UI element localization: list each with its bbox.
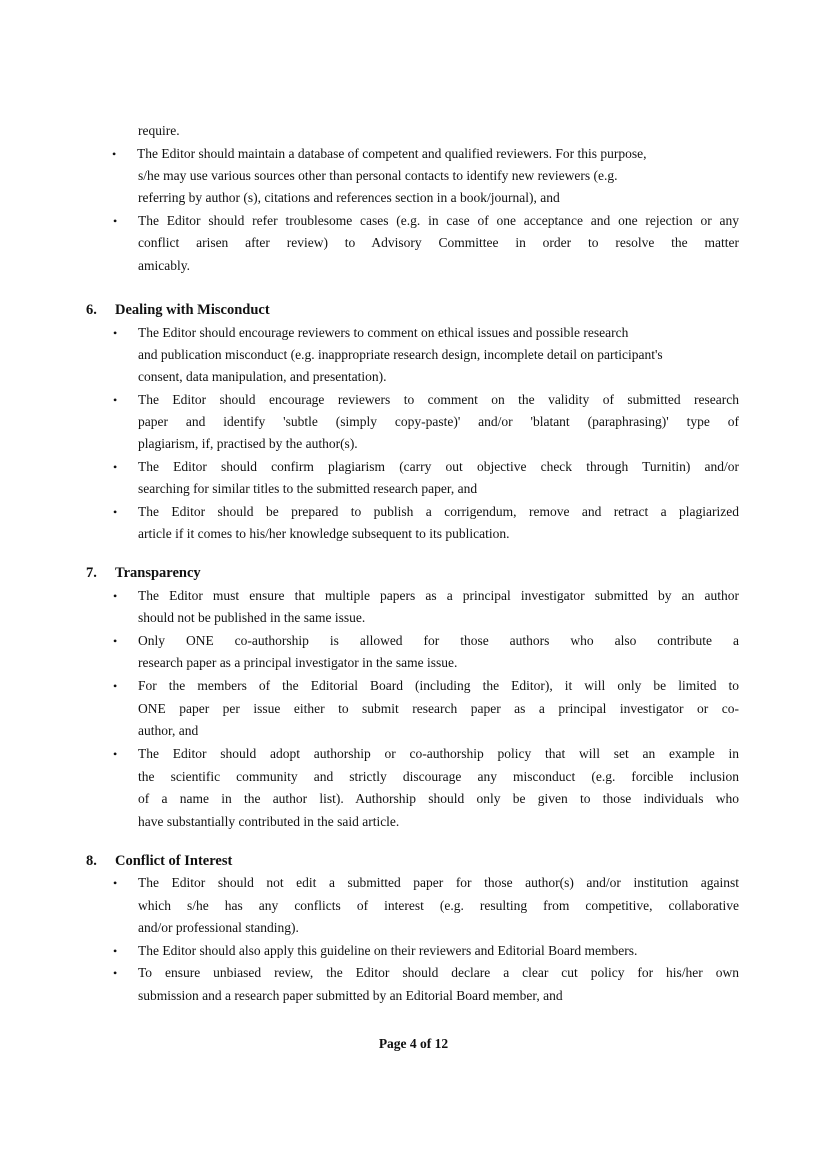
- sec7-bullet-4-line-4: have substantially contributed in the said article.: [138, 814, 400, 829]
- sec8-bullet-1-line-2: which s/he has any conflicts of interest (e.g. resulting from competitive, collaborative: [138, 898, 739, 913]
- bullet-icon: •: [113, 589, 118, 603]
- sec6-bullet-2-line-1: The Editor should encourage reviewers to comment on the validity of submitted research: [138, 392, 739, 407]
- sec7-bullet-4-line-3: of a name in the author list). Authorship should only be given to those individuals who: [138, 791, 739, 806]
- sec6-bullet-3-line-1: The Editor should confirm plagiarism (carry out objective check through Turnitin) and/or: [138, 459, 739, 474]
- sec7-bullet-2-line-2: research paper as a principal investigator in the same issue.: [138, 655, 458, 670]
- bullet-icon: •: [113, 505, 118, 519]
- bullet-icon: •: [113, 326, 118, 340]
- section-title: Dealing with Misconduct: [115, 302, 270, 318]
- bullet-icon: •: [113, 876, 118, 890]
- bullet-icon: •: [113, 214, 118, 228]
- section-number: 7.: [86, 565, 97, 581]
- bullet-icon: •: [113, 944, 118, 958]
- sec8-bullet-3-line-1: To ensure unbiased review, the Editor should declare a clear cut policy for his/her own: [138, 965, 739, 980]
- sec8-bullet-3-line-2: submission and a research paper submitted by an Editorial Board member, and: [138, 988, 563, 1003]
- sec8-bullet-2-line-1: The Editor should also apply this guideline on their reviewers and Editorial Board members.: [138, 943, 638, 958]
- sec6-bullet-1-line-3: consent, data manipulation, and presentation).: [138, 369, 387, 384]
- bullet-icon: •: [113, 747, 118, 761]
- sec7-bullet-3-line-1: For the members of the Editorial Board (including the Editor), it will only be limited to: [138, 678, 739, 693]
- intro-bullet-2-line-2: conflict arisen after review) to Advisory Committee in order to resolve the matter: [138, 235, 739, 250]
- sec7-bullet-3-line-2: ONE paper per issue either to submit research paper as a principal investigator or co-: [138, 701, 739, 716]
- intro-bullet-1-line-2: s/he may use various sources other than personal contacts to identify new reviewers (e.g.: [138, 168, 618, 183]
- section-title: Transparency: [115, 565, 201, 581]
- bullet-icon: •: [113, 679, 118, 693]
- section-title: Conflict of Interest: [115, 853, 233, 869]
- sec6-bullet-1-line-1: The Editor should encourage reviewers to comment on ethical issues and possible research: [138, 325, 629, 340]
- intro-bullet-2-line-1: The Editor should refer troublesome cases (e.g. in case of one acceptance and one rejection or any: [138, 213, 739, 228]
- sec6-bullet-4-line-1: The Editor should be prepared to publish a corrigendum, remove and retract a plagiarized: [138, 504, 739, 519]
- bullet-icon: •: [113, 966, 118, 980]
- bullet-icon: •: [112, 147, 117, 161]
- bullet-icon: •: [113, 634, 118, 648]
- sec7-bullet-4-line-2: the scientific community and strictly discourage any misconduct (e.g. forcible inclusion: [138, 769, 739, 784]
- sec6-bullet-2-line-2: paper and identify 'subtle (simply copy-paste)' and/or 'blatant (paraphrasing)' type of: [138, 414, 739, 429]
- sec6-bullet-2-line-3: plagiarism, if, practised by the author(s).: [138, 436, 358, 451]
- sec7-bullet-4-line-1: The Editor should adopt authorship or co-authorship policy that will set an example in: [138, 746, 739, 761]
- sec7-bullet-3-line-3: author, and: [138, 723, 199, 738]
- sec8-bullet-1-line-1: The Editor should not edit a submitted paper for those author(s) and/or institution against: [138, 875, 739, 890]
- sec8-bullet-1-line-3: and/or professional standing).: [138, 920, 299, 935]
- intro-bullet-1-line-1: The Editor should maintain a database of competent and qualified reviewers. For this purpose,: [137, 146, 647, 161]
- sec7-bullet-1-line-2: should not be published in the same issue.: [138, 610, 366, 625]
- bullet-icon: •: [113, 460, 118, 474]
- intro-line: require.: [138, 123, 180, 138]
- intro-bullet-2-line-3: amicably.: [138, 258, 190, 273]
- sec7-bullet-1-line-1: The Editor must ensure that multiple papers as a principal investigator submitted by an author: [138, 588, 739, 603]
- sec6-bullet-3-line-2: searching for similar titles to the submitted research paper, and: [138, 481, 478, 496]
- sec7-bullet-2-line-1: Only ONE co-authorship is allowed for those authors who also contribute a: [138, 633, 739, 648]
- sec6-bullet-4-line-2: article if it comes to his/her knowledge subsequent to its publication.: [138, 526, 510, 541]
- page-number: Page 4 of 12: [378, 1036, 449, 1051]
- intro-bullet-1-line-3: referring by author (s), citations and references section in a book/journal), and: [138, 190, 560, 205]
- section-number: 8.: [86, 853, 97, 869]
- section-number: 6.: [86, 302, 97, 318]
- sec6-bullet-1-line-2: and publication misconduct (e.g. inappropriate research design, incomplete detail on participant's: [138, 347, 663, 362]
- bullet-icon: •: [113, 393, 118, 407]
